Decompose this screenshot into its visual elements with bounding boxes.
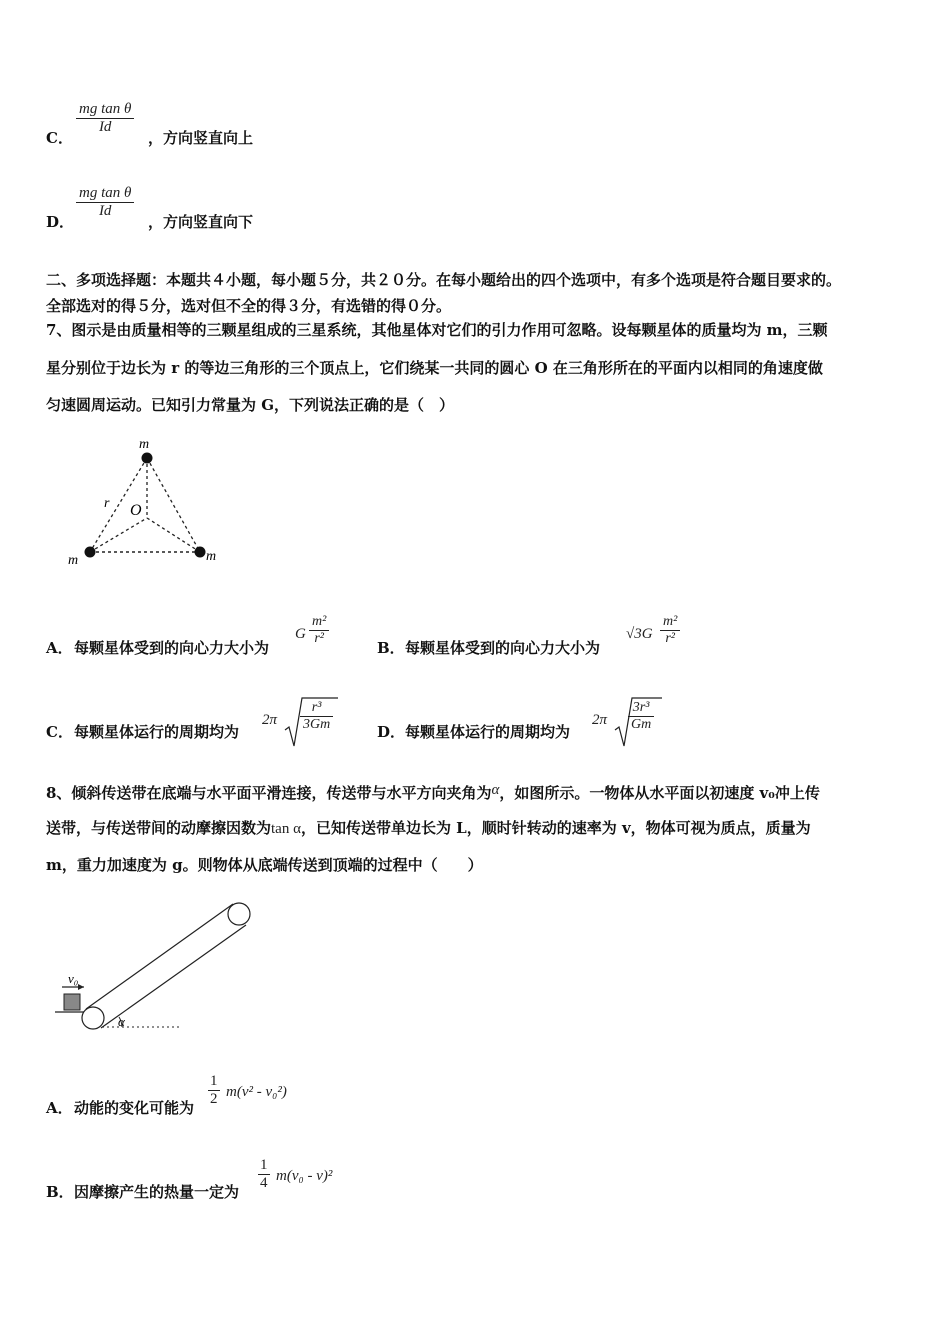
q8-option-b-text: 因摩擦产生的热量一定为: [74, 1183, 240, 1201]
q8-option-a-expression: m(v² - v₀²): [226, 1084, 287, 1100]
q7-option-a-numerator: m²: [312, 614, 327, 629]
q8-option-b-letter: B．: [46, 1183, 74, 1201]
velocity-arrow-head: [78, 984, 84, 990]
q8-stem-line2: [46, 818, 908, 839]
q7-option-b-numerator: m²: [663, 614, 678, 629]
label-center-o: O: [130, 502, 142, 519]
section2-line2: 全部选对的得５分，选对但不全的得３分，有选错的得０分。: [46, 297, 452, 315]
q7-option-b-coef: √3G: [626, 626, 653, 642]
section2-line1: 二、多项选择题：本题共４小题，每小题５分，共２０分。在每小题给出的四个选项中，有多个选项是符合题目要求的。: [46, 271, 842, 289]
q6-option-d-denominator: Id: [76, 202, 134, 220]
q7-option-b-letter: B．: [377, 639, 405, 657]
q8-option-a-numerator: 1: [210, 1073, 218, 1089]
q7-option-d-coef: 2π: [592, 712, 608, 728]
q8-option-b-expression: m(v₀ - v)²: [276, 1168, 333, 1184]
q6-option-d-letter: D．: [46, 213, 75, 231]
q7-option-a-denominator: r²: [309, 630, 329, 647]
q6-option-c-numerator: mg tan θ: [79, 101, 132, 117]
q7-option-c-numerator: r³: [311, 700, 322, 715]
q7-option-c-letter: C．: [46, 723, 73, 741]
q8-option-a-fraction: [208, 1073, 220, 1108]
belt-edge-upper: [86, 904, 233, 1009]
q7-option-b-denominator: r²: [660, 630, 680, 647]
q8-stem-line2-a: 送带，与传送带间的动摩擦因数为: [46, 819, 272, 837]
center-line-right: [147, 518, 200, 552]
top-roller: [228, 903, 250, 925]
q7-option-d-text: 每颗星体运行的周期均为: [405, 723, 571, 741]
q6-option-c-fraction: [76, 101, 134, 136]
triangle-side-right: [147, 458, 200, 552]
q8-stem-line1-b: ，如图所示。一物体从水平面以初速度 v₀冲上传: [499, 784, 820, 802]
label-alpha: α: [118, 1014, 125, 1029]
q8-option-a-letter: A．: [46, 1099, 73, 1117]
q6-option-d-text: ，方向竖直向下: [148, 213, 254, 231]
q7-option-c-fraction: [300, 700, 333, 733]
q7-option-a-text: 每颗星体受到的向心力大小为: [74, 639, 270, 657]
bottom-roller: [82, 1007, 104, 1029]
q7-option-a-letter: A．: [46, 639, 73, 657]
q6-option-c-letter: C．: [46, 129, 73, 147]
q7-option-d-numerator: 3r³: [632, 700, 650, 715]
q8-option-b-fraction: [258, 1157, 270, 1192]
belt-edge-lower: [101, 925, 246, 1028]
q7-option-c-denominator: 3Gm: [300, 716, 333, 733]
q7-option-b-text: 每颗星体受到的向心力大小为: [405, 639, 601, 657]
q8-conveyor-figure: [50, 895, 260, 1040]
q7-option-c-text: 每颗星体运行的周期均为: [74, 723, 240, 741]
q7-option-a-fraction: [309, 614, 329, 647]
q7-stem-line3: 匀速圆周运动。已知引力常量为 G，下列说法正确的是（ ）: [46, 396, 455, 414]
star-right: [195, 547, 206, 558]
block: [64, 994, 80, 1010]
q7-stem-line1: 7、图示是由质量相等的三颗星组成的三星系统，其他星体对它们的引力作用可忽略。设每颗星体的质量均为 m，三颗: [46, 321, 828, 339]
q7-option-b-fraction: [660, 614, 680, 647]
q6-option-c-denominator: Id: [76, 118, 134, 136]
star-top: [142, 453, 153, 464]
q7-stem-line2: 星分别位于边长为 r 的等边三角形的三个顶点上，它们绕某一共同的圆心 O 在三角形所在的平面内以相同的角速度做: [46, 359, 823, 377]
label-top-mass: m: [139, 437, 150, 452]
q7-option-d-letter: D．: [377, 723, 406, 741]
q7-option-a-coef: G: [295, 626, 306, 642]
q8-option-a-text: 动能的变化可能为: [74, 1099, 195, 1117]
q8-stem-line3: m，重力加速度为 g。则物体从底端传送到顶端的过程中（ ）: [46, 856, 483, 874]
q8-stem-line2-b: ，已知传送带单边长为 L，顺时针转动的速率为 v，物体可视为质点，质量为: [300, 819, 811, 837]
q8-option-a-denominator: 2: [210, 1091, 218, 1107]
q6-option-c-text: ，方向竖直向上: [148, 129, 254, 147]
q7-option-d-fraction: [628, 700, 654, 733]
q8-stem-line1-a: 8、倾斜传送带在底端与水平面平滑连接，传送带与水平方向夹角为: [46, 784, 492, 802]
center-line-left: [90, 518, 147, 552]
q8-option-b-numerator: 1: [260, 1157, 268, 1173]
q7-option-d-denominator: Gm: [628, 716, 654, 733]
label-side-r: r: [104, 496, 110, 511]
q6-option-d-numerator: mg tan θ: [79, 185, 132, 201]
q8-tan-alpha: tan α: [271, 821, 301, 837]
q8-option-b-denominator: 4: [260, 1175, 268, 1191]
q8-stem-line1: [46, 780, 908, 803]
star-left: [85, 547, 96, 558]
q7-triangle-figure: [60, 432, 230, 577]
q8-alpha-symbol: α: [491, 782, 500, 798]
q6-option-d-fraction: [76, 185, 134, 220]
label-left-mass: m: [68, 553, 79, 568]
q7-option-c-coef: 2π: [262, 712, 278, 728]
label-right-mass: m: [206, 549, 217, 564]
label-v0: v₀: [68, 971, 79, 986]
